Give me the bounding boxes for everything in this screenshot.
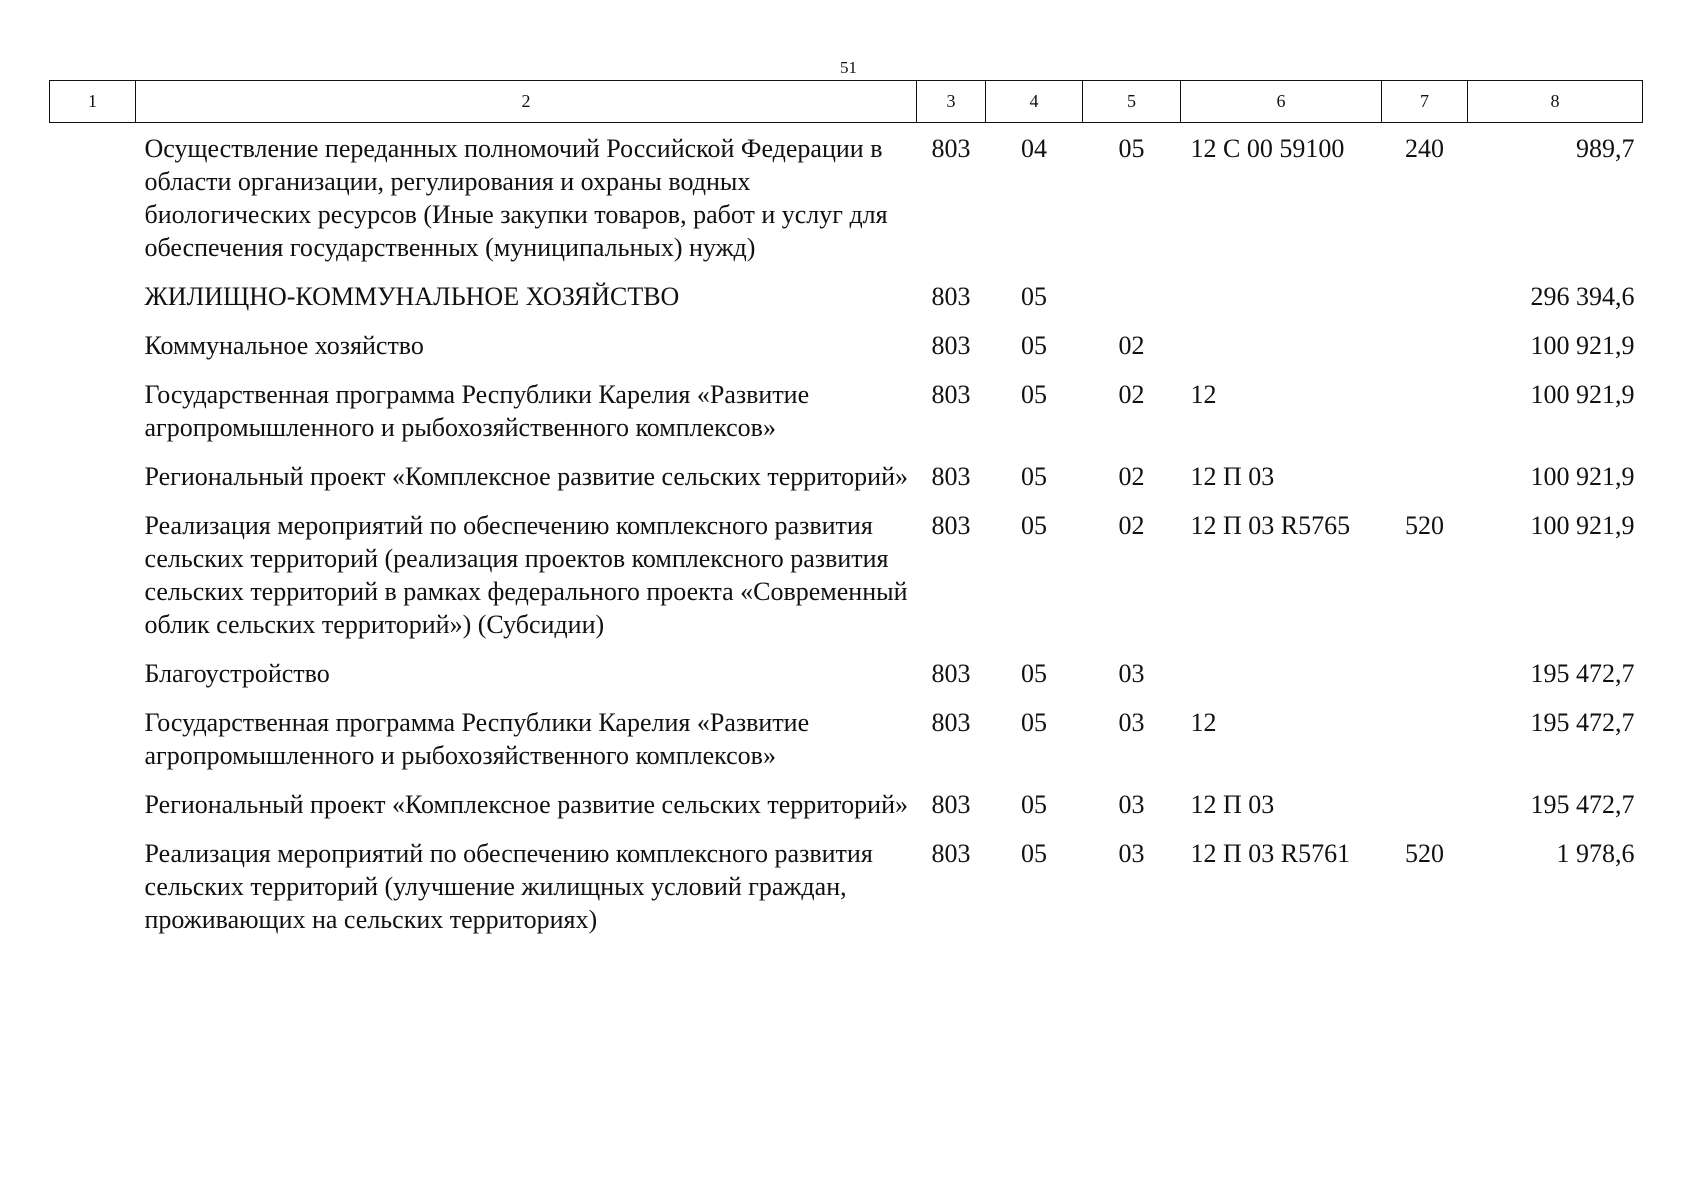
cell-amount: 100 921,9 <box>1530 380 1635 409</box>
header-col-1: 1 <box>50 81 136 123</box>
header-row <box>50 81 1643 123</box>
header-col-7: 7 <box>1382 81 1468 123</box>
cell-col-1 <box>50 657 136 706</box>
cell-col-4: 05 <box>1021 331 1047 360</box>
cell-col-4: 05 <box>1021 282 1047 311</box>
cell-col-5: 02 <box>1118 380 1145 409</box>
cell-col-6: 12 П 03 R5761 <box>1190 839 1351 868</box>
cell-col-1 <box>50 837 136 952</box>
cell-col-5: 03 <box>1118 708 1145 737</box>
header-col-5: 5 <box>1083 81 1181 123</box>
cell-col-3: 803 <box>931 708 971 737</box>
cell-description: Региональный проект «Комплексное развитие сельских территорий» <box>144 462 908 491</box>
cell-description: Благоустройство <box>144 659 330 688</box>
cell-description: Осуществление переданных полномочий Российской Федерации в области организации, регулирования и охраны водных биологических ресурсов (Иные закупки товаров, работ и услуг для обеспечения государственных (муниципальных) нужд) <box>144 134 888 262</box>
cell-col-5: 02 <box>1118 511 1145 540</box>
cell-col-3: 803 <box>931 282 971 311</box>
cell-col-5: 03 <box>1118 790 1145 819</box>
cell-col-7 <box>1382 378 1468 460</box>
cell-col-3: 803 <box>931 790 971 819</box>
cell-description: Реализация мероприятий по обеспечению комплексного развития сельских территорий (улучшение жилищных условий граждан, проживающих на сельских территориях) <box>144 839 873 934</box>
cell-description: Коммунальное хозяйство <box>144 331 424 360</box>
cell-col-7 <box>1382 706 1468 788</box>
cell-description: Региональный проект «Комплексное развитие сельских территорий» <box>144 790 908 819</box>
cell-col-1 <box>50 788 136 837</box>
cell-col-4: 05 <box>1021 511 1047 540</box>
page-number: 51 <box>840 58 857 77</box>
cell-description: Реализация мероприятий по обеспечению комплексного развития сельских территорий (реализация проектов комплексного развития сельских территорий в рамках федерального проекта «Современный облик сельских территорий») (Субсидии) <box>144 511 908 639</box>
cell-col-1 <box>50 460 136 509</box>
cell-col-7 <box>1382 329 1468 378</box>
header-col-8: 8 <box>1468 81 1643 123</box>
cell-amount: 195 472,7 <box>1530 708 1635 737</box>
cell-amount: 1 978,6 <box>1556 839 1635 868</box>
cell-col-6: 12 П 03 R5765 <box>1190 511 1351 540</box>
cell-col-1 <box>50 706 136 788</box>
cell-col-3: 803 <box>931 134 971 163</box>
table-row <box>50 706 1643 788</box>
cell-col-1 <box>50 329 136 378</box>
cell-col-3: 803 <box>931 331 971 360</box>
cell-col-7 <box>1382 657 1468 706</box>
table-row <box>50 657 1643 706</box>
cell-col-4: 04 <box>1021 134 1047 163</box>
cell-amount: 100 921,9 <box>1530 511 1635 540</box>
cell-col-5: 02 <box>1118 331 1145 360</box>
cell-col-5: 03 <box>1118 839 1145 868</box>
cell-col-4: 05 <box>1021 839 1047 868</box>
cell-col-1 <box>50 509 136 657</box>
cell-col-6: 12 П 03 <box>1190 462 1275 491</box>
cell-col-3: 803 <box>931 380 971 409</box>
cell-col-4: 05 <box>1021 708 1047 737</box>
header-col-4: 4 <box>986 81 1083 123</box>
cell-col-5: 03 <box>1118 659 1145 688</box>
cell-col-6 <box>1181 657 1382 706</box>
cell-col-7: 520 <box>1405 511 1444 540</box>
cell-col-3: 803 <box>931 511 971 540</box>
cell-col-3: 803 <box>931 462 971 491</box>
cell-col-5 <box>1083 280 1181 329</box>
cell-col-3: 803 <box>931 659 971 688</box>
table-body <box>50 123 1643 953</box>
cell-description: ЖИЛИЩНО-КОММУНАЛЬНОЕ ХОЗЯЙСТВО <box>144 282 680 311</box>
table-row <box>50 329 1643 378</box>
cell-col-3: 803 <box>931 839 971 868</box>
cell-col-7 <box>1382 788 1468 837</box>
cell-col-6 <box>1181 329 1382 378</box>
cell-col-7: 240 <box>1405 134 1444 163</box>
table-row <box>50 837 1643 952</box>
cell-col-7 <box>1382 280 1468 329</box>
table-row <box>50 378 1643 460</box>
cell-amount: 100 921,9 <box>1530 331 1635 360</box>
cell-description: Государственная программа Республики Карелия «Развитие агропромышленного и рыбохозяйственного комплексов» <box>144 708 810 770</box>
cell-amount: 296 394,6 <box>1530 282 1635 311</box>
cell-col-4: 05 <box>1021 659 1047 688</box>
budget-table <box>49 80 1643 952</box>
cell-col-6: 12 <box>1190 380 1217 409</box>
header-col-2: 2 <box>136 81 917 123</box>
cell-col-7 <box>1382 460 1468 509</box>
cell-col-5: 02 <box>1118 462 1145 491</box>
cell-col-7: 520 <box>1405 839 1444 868</box>
cell-col-6 <box>1181 280 1382 329</box>
table-row <box>50 788 1643 837</box>
cell-col-4: 05 <box>1021 462 1047 491</box>
cell-col-5: 05 <box>1118 134 1145 163</box>
table-header <box>50 81 1643 123</box>
header-col-3: 3 <box>917 81 986 123</box>
header-col-6: 6 <box>1181 81 1382 123</box>
cell-col-4: 05 <box>1021 790 1047 819</box>
cell-amount: 195 472,7 <box>1530 790 1635 819</box>
cell-col-6: 12 П 03 <box>1190 790 1275 819</box>
cell-col-1 <box>50 378 136 460</box>
table-row <box>50 123 1643 281</box>
cell-description: Государственная программа Республики Карелия «Развитие агропромышленного и рыбохозяйственного комплексов» <box>144 380 810 442</box>
table-row <box>50 509 1643 657</box>
cell-amount: 195 472,7 <box>1530 659 1635 688</box>
table-row <box>50 280 1643 329</box>
cell-amount: 989,7 <box>1576 134 1635 163</box>
cell-col-1 <box>50 123 136 281</box>
cell-col-6: 12 С 00 59100 <box>1190 134 1345 163</box>
cell-amount: 100 921,9 <box>1530 462 1635 491</box>
cell-col-6: 12 <box>1190 708 1217 737</box>
cell-col-1 <box>50 280 136 329</box>
table-row <box>50 460 1643 509</box>
cell-col-4: 05 <box>1021 380 1047 409</box>
